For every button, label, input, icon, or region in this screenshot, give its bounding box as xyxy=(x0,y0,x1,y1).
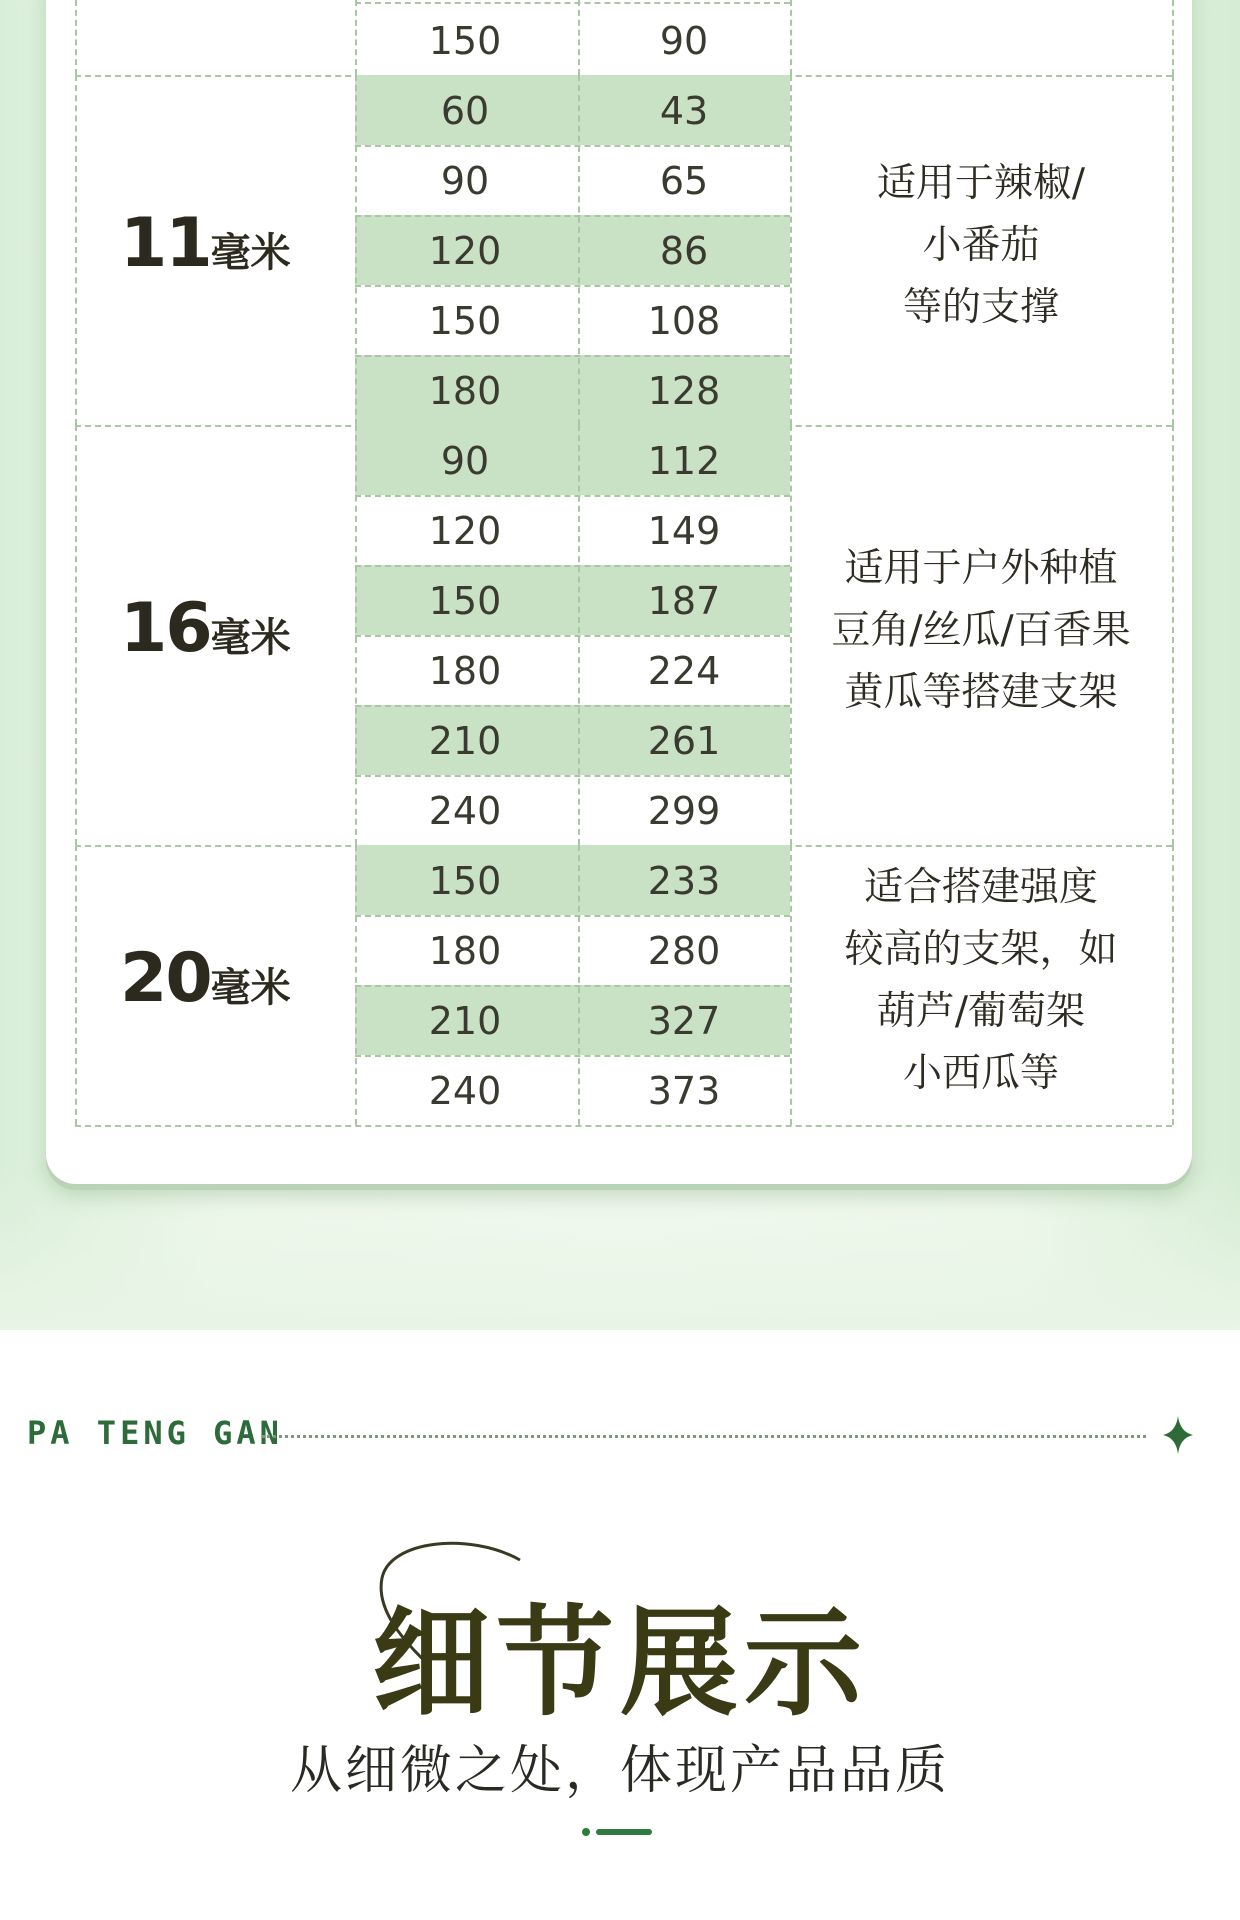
weight-cell: 65 xyxy=(659,159,709,203)
row-divider xyxy=(355,215,790,217)
length-cell: 180 xyxy=(428,649,502,693)
diameter-unit: 毫米 xyxy=(210,230,291,276)
row-divider xyxy=(355,915,790,917)
usage-line: 适用于辣椒/ xyxy=(876,161,1086,206)
length-cell: 240 xyxy=(428,1069,502,1113)
weight-cell: 373 xyxy=(647,1069,721,1113)
row-divider xyxy=(355,1055,790,1057)
weight-cell: 224 xyxy=(647,649,721,693)
usage-line: 葫芦/葡萄架 xyxy=(876,989,1086,1034)
usage-line: 小番茄 xyxy=(922,223,1040,268)
weight-cell: 280 xyxy=(647,929,721,973)
length-cell: 120 xyxy=(428,229,502,273)
row-divider xyxy=(355,495,790,497)
four-point-star-icon xyxy=(1163,1416,1193,1454)
length-cell: 210 xyxy=(428,719,502,763)
diameter-label xyxy=(120,939,380,1018)
table-border-left xyxy=(75,0,77,75)
table-border-right xyxy=(1172,75,1174,425)
weight-cell: 112 xyxy=(647,439,721,483)
row-divider xyxy=(355,565,790,567)
usage-text xyxy=(790,857,1172,1105)
column-divider xyxy=(578,0,580,75)
row-divider xyxy=(355,775,790,777)
diameter-value: 11 xyxy=(120,204,211,283)
weight-cell: 261 xyxy=(647,719,721,763)
usage-text xyxy=(790,153,1172,339)
usage-line: 适用于户外种植 xyxy=(844,546,1118,591)
usage-line: 适合搭建强度 xyxy=(863,865,1098,910)
section-title: 细节展示 xyxy=(371,1594,868,1732)
row-divider xyxy=(355,705,790,707)
usage-line: 小西瓜等 xyxy=(902,1051,1059,1096)
usage-text xyxy=(790,538,1172,724)
weight-cell: 187 xyxy=(647,579,721,623)
column-divider xyxy=(790,0,792,75)
diameter-value: 16 xyxy=(120,589,211,668)
brand-label: PA TENG GAN xyxy=(27,1414,283,1452)
weight-cell: 108 xyxy=(647,299,721,343)
decor-dot xyxy=(582,1828,590,1836)
length-cell: 180 xyxy=(428,369,502,413)
table-border-left xyxy=(75,75,77,425)
row-divider xyxy=(355,145,790,147)
length-cell: 90 xyxy=(440,159,490,203)
diameter-label xyxy=(120,204,380,283)
weight-cell: 86 xyxy=(659,229,709,273)
length-cell: 210 xyxy=(428,999,502,1043)
weight-cell: 128 xyxy=(647,369,721,413)
column-divider xyxy=(578,75,580,425)
diameter-unit: 毫米 xyxy=(210,615,291,661)
row-divider xyxy=(355,635,790,637)
length-cell: 120 xyxy=(428,509,502,553)
length-cell: 150 xyxy=(428,299,502,343)
usage-line: 等的支撑 xyxy=(902,285,1059,330)
diameter-unit: 毫米 xyxy=(210,965,291,1011)
length-cell: 60 xyxy=(440,89,490,133)
weight-cell: 233 xyxy=(647,859,721,903)
table-border-left xyxy=(75,845,77,1125)
length-cell: 90 xyxy=(440,439,490,483)
weight-cell: 327 xyxy=(647,999,721,1043)
table-border-right xyxy=(1172,845,1174,1125)
diameter-label xyxy=(120,589,380,668)
row-divider xyxy=(355,285,790,287)
column-divider xyxy=(578,845,580,1125)
usage-line: 黄瓜等搭建支架 xyxy=(844,670,1118,715)
weight-cell: 299 xyxy=(647,789,721,833)
length-cell: 150 xyxy=(428,19,502,63)
table-border-left xyxy=(75,425,77,845)
weight-cell: 149 xyxy=(647,509,721,553)
row-divider xyxy=(355,355,790,357)
table-border-right xyxy=(1172,0,1174,75)
diameter-value: 20 xyxy=(120,939,211,1018)
weight-cell: 43 xyxy=(659,89,709,133)
row-divider xyxy=(355,2,790,4)
decor-bar xyxy=(596,1829,652,1835)
weight-cell: 90 xyxy=(659,19,709,63)
group-divider xyxy=(75,1125,1172,1127)
column-divider xyxy=(578,425,580,845)
usage-line: 豆角/丝瓜/百香果 xyxy=(831,608,1131,653)
length-cell: 150 xyxy=(428,579,502,623)
row-divider xyxy=(355,985,790,987)
length-cell: 180 xyxy=(428,929,502,973)
length-cell: 240 xyxy=(428,789,502,833)
length-cell: 150 xyxy=(428,859,502,903)
section-subtitle: 从细微之处，体现产品品质 xyxy=(289,1741,950,1801)
usage-line: 较高的支架，如 xyxy=(844,927,1118,972)
brand-divider xyxy=(262,1435,1146,1438)
table-border-right xyxy=(1172,425,1174,845)
column-divider xyxy=(355,0,357,75)
